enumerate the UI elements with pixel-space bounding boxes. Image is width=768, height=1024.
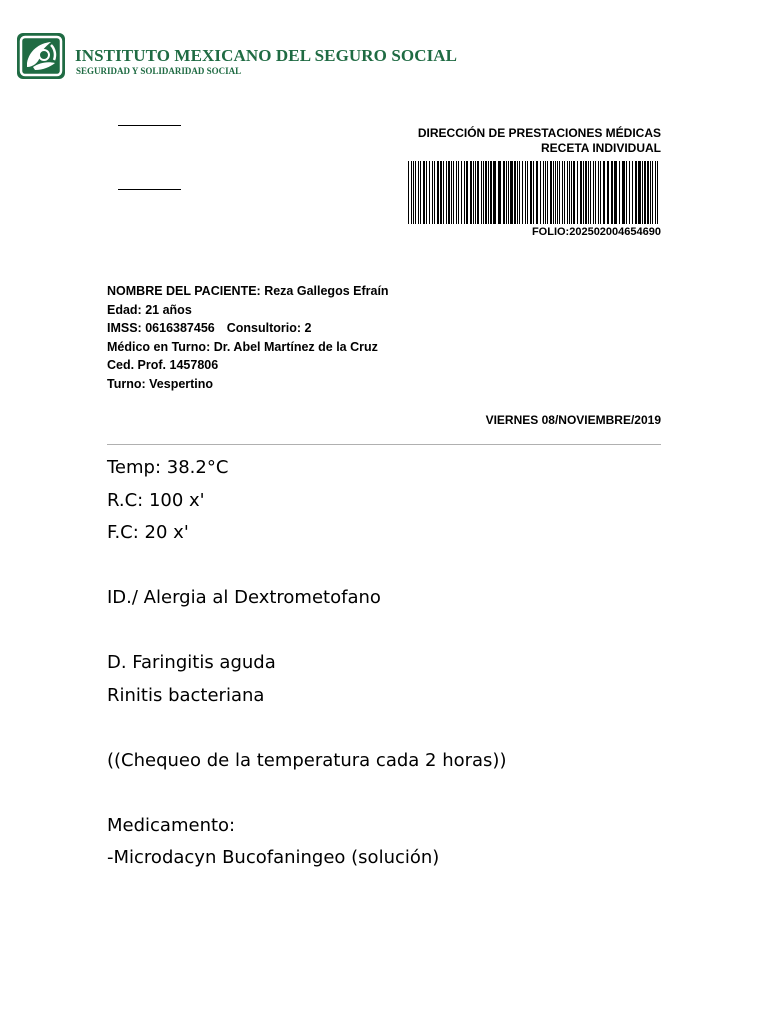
patient-name-label: NOMBRE DEL PACIENTE: [107, 284, 261, 298]
document-title: RECETA INDIVIDUAL [541, 141, 661, 155]
barcode-bar [644, 161, 646, 224]
barcode-bar [525, 161, 526, 224]
barcode-bar [453, 161, 454, 224]
barcode-bar [543, 161, 544, 224]
department-name: DIRECCIÓN DE PRESTACIONES MÉDICAS [417, 126, 661, 140]
id-line: ID./ Alergia al Dextrometofano [107, 587, 381, 608]
barcode-bar [573, 161, 575, 224]
barcode-bar [614, 161, 617, 224]
barcode-bar [458, 161, 459, 224]
barcode-bar [464, 161, 465, 224]
license-number: 1457806 [169, 358, 219, 373]
barcode-bar [508, 161, 509, 224]
barcode-bar [413, 161, 414, 224]
barcode-bar [432, 161, 433, 224]
shift-label: Turno: [107, 376, 146, 391]
barcode-bar [503, 161, 505, 224]
barcode [407, 161, 661, 224]
barcode-bar [485, 161, 487, 224]
doctor-name: Dr. Abel Martínez de la Cruz [213, 339, 378, 354]
diagnosis-line: D. Faringitis aguda [107, 652, 276, 673]
barcode-bar [415, 161, 416, 224]
barcode-bar [475, 161, 476, 224]
barcode-bar [550, 161, 552, 224]
barcode-bar [567, 161, 568, 224]
rc-line: R.C: 100 x' [107, 489, 205, 511]
barcode-bar [429, 161, 430, 224]
barcode-bar [547, 161, 548, 224]
barcode-bar [593, 161, 594, 224]
age-label: Edad: [107, 302, 142, 317]
barcode-bar [451, 161, 452, 224]
barcode-bar [488, 161, 489, 224]
barcode-bar [603, 161, 605, 224]
barcode-bar [647, 161, 649, 224]
patient-name: Reza Gallegos Efraín [264, 284, 389, 298]
imss-eagle-logo-icon [17, 33, 65, 79]
barcode-bar [461, 161, 462, 224]
barcode-bar [553, 161, 554, 224]
barcode-bar [481, 161, 482, 224]
barcode-bar [470, 161, 472, 224]
imss-label: IMSS: [107, 321, 142, 336]
barcode-bar [530, 161, 532, 224]
barcode-bar [626, 161, 627, 224]
barcode-bar [533, 161, 534, 224]
blank-signature-line [118, 189, 181, 190]
barcode-bar [418, 161, 419, 224]
barcode-bar [434, 161, 435, 224]
barcode-bar [629, 161, 630, 224]
patient-info [107, 282, 389, 394]
barcode-bar [536, 161, 538, 224]
office-value: 2 [304, 321, 312, 336]
imss-logo [17, 33, 65, 79]
barcode-bar [477, 161, 479, 224]
barcode-bar [638, 161, 641, 224]
prescription-notes [107, 452, 707, 875]
barcode-bar [657, 161, 658, 224]
barcode-bar [622, 161, 625, 224]
barcode-bar [420, 161, 421, 224]
barcode-bar [580, 161, 582, 224]
imss-row [107, 319, 389, 338]
barcode-bar [545, 161, 546, 224]
barcode-bar [510, 161, 513, 224]
barcode-bar [577, 161, 578, 224]
barcode-bar [564, 161, 565, 224]
folio-number: FOLIO:202502004654690 [531, 226, 661, 238]
barcode-bar [588, 161, 589, 224]
barcode-bar [571, 161, 572, 224]
divider [107, 444, 661, 445]
barcode-bar [595, 161, 596, 224]
barcode-bar [522, 161, 523, 224]
barcode-bar [440, 161, 442, 224]
barcode-bar [557, 161, 558, 224]
barcode-bar [607, 161, 609, 224]
shift-value: Vespertino [149, 376, 214, 391]
barcode-bar [619, 161, 620, 224]
barcode-bar [600, 161, 601, 224]
barcode-bar [650, 161, 651, 224]
license-label: Ced. Prof. [107, 358, 167, 373]
license-row [107, 356, 389, 375]
barcode-bar [437, 161, 439, 224]
barcode-bar [456, 161, 457, 224]
barcode-bar [448, 161, 450, 224]
fc-line: F.C: 20 x' [107, 522, 189, 543]
medication-line: -Microdacyn Bucofaningeo (solución) [107, 847, 440, 868]
barcode-bar [519, 161, 520, 224]
prescription-date: VIERNES 08/NOVIEMBRE/2019 [485, 413, 661, 427]
barcode-bar [443, 161, 444, 224]
office-label: Consultorio: [226, 321, 302, 336]
barcode-bar [585, 161, 587, 224]
barcode-bar [498, 161, 501, 224]
patient-age-row [107, 301, 389, 320]
barcode-bar [559, 161, 560, 224]
patient-name-row [107, 282, 389, 301]
age-value: 21 años [145, 302, 192, 317]
barcode-bar [611, 161, 613, 224]
barcode-bar [490, 161, 492, 224]
barcode-bar [562, 161, 563, 224]
institution-name: INSTITUTO MEXICANO DEL SEGURO SOCIAL [75, 46, 458, 65]
barcode-bar [540, 161, 541, 224]
barcode-bar [583, 161, 584, 224]
blank-signature-line [118, 125, 181, 126]
instruction-line: ((Chequeo de la temperatura cada 2 horas)) [107, 749, 507, 771]
doctor-row [107, 338, 389, 357]
barcode-bar [483, 161, 484, 224]
barcode-bar [506, 161, 507, 224]
imss-number: 0616387456 [145, 321, 215, 336]
barcode-bar [514, 161, 516, 224]
diagnosis-line: Rinitis bacteriana [107, 684, 265, 706]
barcode-bar [569, 161, 570, 224]
medication-label: Medicamento: [107, 814, 236, 836]
barcode-bar [426, 161, 427, 224]
barcode-bar [527, 161, 528, 224]
shift-row [107, 375, 389, 394]
barcode-bar [598, 161, 599, 224]
barcode-bar [652, 161, 653, 224]
barcode-bar [590, 161, 591, 224]
barcode-bar [635, 161, 637, 224]
barcode-bar [408, 161, 409, 224]
barcode-bar [655, 161, 656, 224]
barcode-bar [517, 161, 518, 224]
barcode-bar [466, 161, 468, 224]
barcode-bar [473, 161, 474, 224]
institution-motto: SEGURIDAD Y SOLIDARIDAD SOCIAL [76, 66, 242, 76]
barcode-bar [411, 161, 412, 224]
document-heading [418, 126, 661, 156]
barcode-bar [446, 161, 447, 224]
barcode-bar [423, 161, 425, 224]
barcode-bar [493, 161, 496, 224]
barcode-bar [642, 161, 643, 224]
temperature-line: Temp: 38.2°C [107, 457, 229, 478]
barcode-bar [632, 161, 633, 224]
barcode-bar [555, 161, 556, 224]
doctor-label: Médico en Turno: [107, 339, 211, 354]
